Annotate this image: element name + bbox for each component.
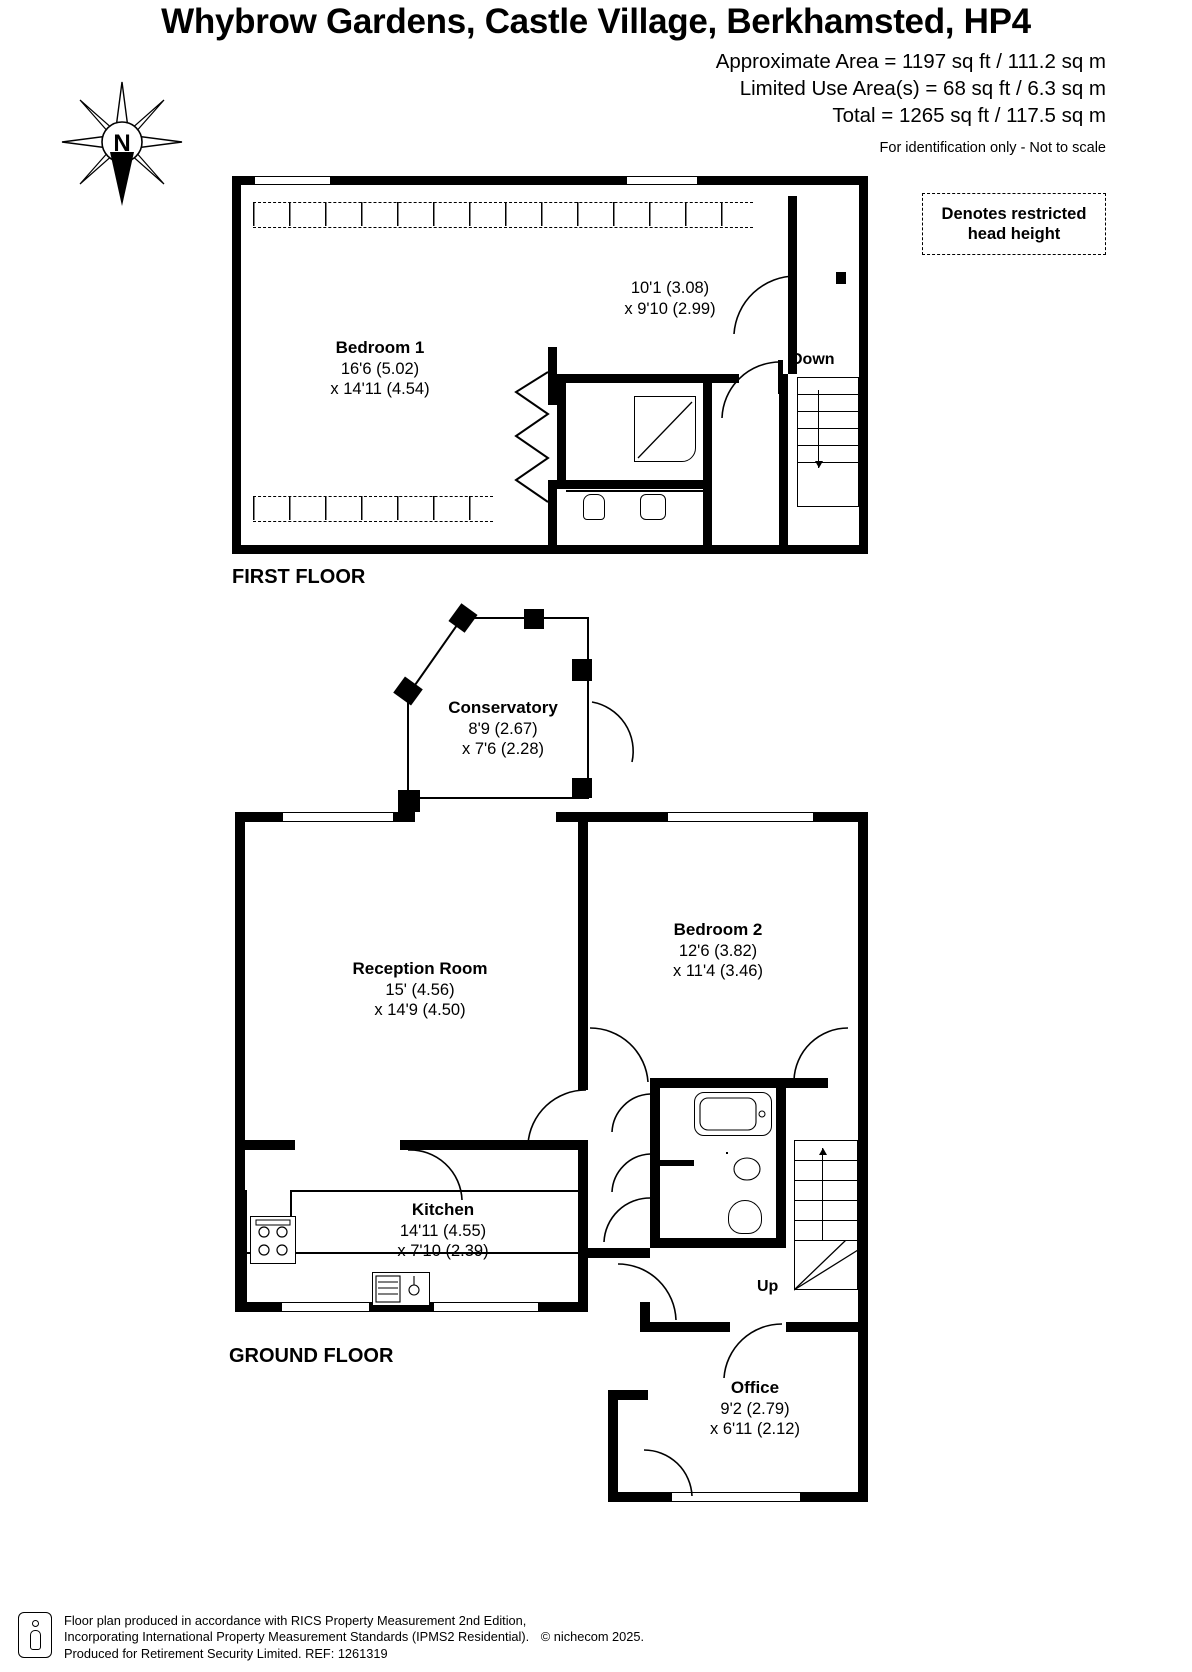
gf-wall-wc-divider xyxy=(650,1160,694,1166)
legend-label xyxy=(926,199,1102,249)
gf-door-office xyxy=(614,1262,680,1324)
ff-window-top-left xyxy=(255,176,330,185)
room-dim-2: x 14'11 (4.54) xyxy=(330,380,430,398)
ff-wall-bath-bottom-div xyxy=(557,480,712,489)
ff-stairs xyxy=(797,377,859,507)
gf-wall-office-left xyxy=(608,1390,618,1502)
legend-line-1: Denotes restricted xyxy=(941,205,1087,223)
approximate-area: Approximate Area = 1197 sq ft / 111.2 sq m xyxy=(715,50,1106,73)
gf-stair-winder xyxy=(794,1240,860,1292)
gf-door-office-inner xyxy=(640,1448,696,1498)
gf-basin-detail xyxy=(728,1154,766,1184)
gf-kitchen-worktop-right xyxy=(586,1190,588,1252)
room-label-bedroom-1 xyxy=(280,338,480,400)
gf-kitchen-worktop-left xyxy=(245,1190,247,1302)
total-area: Total = 1265 sq ft / 117.5 sq m xyxy=(832,104,1106,127)
ff-stair-tread xyxy=(797,428,859,429)
ff-stair-tread xyxy=(797,462,859,463)
gf-door-wc xyxy=(608,1152,654,1196)
ff-wall-right xyxy=(859,176,868,554)
ff-zigzag-partition xyxy=(486,370,556,510)
room-name: Conservatory xyxy=(448,698,558,717)
room-dim-2: x 6'11 (2.12) xyxy=(710,1420,800,1438)
gf-wall-kitchen-top-left xyxy=(235,1140,295,1150)
footer-line-3: Produced for Retirement Security Limited. REF: 1261319 xyxy=(64,1645,388,1661)
gf-door-hall-entry xyxy=(722,1322,786,1380)
gf-wall-office-step xyxy=(608,1390,648,1400)
gf-door-kitchen xyxy=(406,1148,472,1202)
ground-floor-label: GROUND FLOOR xyxy=(229,1345,394,1367)
gf-wall-hall-right-lower xyxy=(786,1322,858,1332)
area-summary xyxy=(716,48,1106,162)
gf-window-kitchen-bottom-2 xyxy=(434,1302,538,1312)
room-label-reception-room xyxy=(315,959,525,1021)
ff-band-bottom-ticks xyxy=(253,496,493,520)
room-label-office xyxy=(650,1378,860,1440)
gf-door-hall-lower xyxy=(600,1196,656,1246)
ff-wall-bath-left xyxy=(557,374,566,480)
footer-line-2: Incorporating International Property Measurement Standards (IPMS2 Residential). xyxy=(64,1629,530,1644)
gf-conservatory-post-4 xyxy=(572,659,592,681)
limited-use-area: Limited Use Area(s) = 68 sq ft / 6.3 sq m xyxy=(739,77,1106,100)
ff-basin xyxy=(640,494,666,520)
gf-conservatory-post-3 xyxy=(524,609,544,629)
room-dim-2: x 11'4 (3.46) xyxy=(673,962,763,980)
legend-line-2: head height xyxy=(967,225,1061,243)
ff-stair-tread xyxy=(797,411,859,412)
room-label-bedroom-2 xyxy=(613,920,823,982)
gf-kitchen-worktop-top xyxy=(290,1190,588,1192)
room-name: Kitchen xyxy=(411,1200,475,1219)
gf-door-hall-bedroom2 xyxy=(586,1024,652,1086)
gf-wall-hall-stub xyxy=(588,1248,650,1258)
stairs-up-label: Up xyxy=(757,1278,779,1295)
footer-disclaimer xyxy=(64,1613,644,1663)
ff-window-top-right xyxy=(627,176,697,185)
ff-stair-direction-arrow xyxy=(818,390,819,468)
room-dim-1: 8'9 (2.67) xyxy=(468,719,538,738)
room-name: Bedroom 2 xyxy=(673,920,763,939)
gf-window-bedroom2-top xyxy=(668,812,813,822)
gf-wall-bath-right xyxy=(776,1078,786,1248)
room-label-conservatory xyxy=(398,698,608,760)
room-dim-1: 14'11 (4.55) xyxy=(399,1221,487,1240)
gf-stair-tread xyxy=(794,1180,858,1181)
ff-wall-left xyxy=(232,176,241,554)
room-dim-2: x 9'10 (2.99) xyxy=(624,299,716,318)
ff-door-jamb-stairs xyxy=(836,272,846,284)
room-dim-2: x 14'9 (4.50) xyxy=(374,1001,466,1019)
room-name: Reception Room xyxy=(352,959,488,978)
ff-shower-arc xyxy=(636,398,696,462)
room-dim-1: 10'1 (3.08) xyxy=(630,279,710,297)
ff-vanity-line xyxy=(566,490,703,492)
ff-stair-tread xyxy=(797,445,859,446)
room-label-kitchen xyxy=(338,1200,548,1262)
room-name: Office xyxy=(730,1378,780,1397)
gf-door-reception xyxy=(522,1086,594,1148)
gf-wc xyxy=(728,1200,762,1234)
svg-text:N: N xyxy=(113,130,131,157)
gf-stair-tread xyxy=(794,1160,858,1161)
room-dim-2: x 7'6 (2.28) xyxy=(461,740,545,758)
gf-conservatory-post-6 xyxy=(572,778,592,798)
scale-note: For identification only - Not to scale xyxy=(879,140,1106,156)
restricted-head-height-legend xyxy=(922,193,1106,255)
page-title: Whybrow Gardens, Castle Village, Berkhamsted, HP4 xyxy=(161,2,1031,41)
gf-stair-direction-arrow xyxy=(822,1148,823,1240)
gf-door-bedroom2-hall xyxy=(792,1026,856,1084)
room-dim-1: 15' (4.56) xyxy=(385,980,455,999)
compass-rose xyxy=(58,78,186,206)
first-floor-label: FIRST FLOOR xyxy=(232,566,366,588)
gf-conservatory-post-5 xyxy=(398,790,420,812)
room-dim-2: x 7'10 (2.39) xyxy=(397,1242,489,1260)
gf-window-reception-top xyxy=(283,812,393,822)
room-label-landing xyxy=(570,278,770,319)
gf-window-kitchen-bottom xyxy=(282,1302,369,1312)
gf-bath-inner xyxy=(698,1096,768,1132)
ff-wall-bath-right xyxy=(703,374,712,554)
gf-stair-tread xyxy=(794,1200,858,1201)
room-name: Bedroom 1 xyxy=(335,338,425,357)
stairs-down-label: Down xyxy=(791,351,835,368)
gf-sink-detail xyxy=(374,1274,428,1304)
room-dim-1: 16'6 (5.02) xyxy=(340,359,420,378)
room-dim-1: 9'2 (2.79) xyxy=(720,1399,790,1418)
gf-hob-rings xyxy=(252,1218,294,1262)
footer-credit: © nichecom 2025. xyxy=(540,1629,645,1644)
gf-wall-bath-top xyxy=(650,1078,786,1088)
compass-icon xyxy=(58,78,186,206)
logo-head xyxy=(32,1620,39,1627)
rics-logo-icon xyxy=(18,1612,52,1658)
room-dim-1: 12'6 (3.82) xyxy=(678,941,758,960)
footer-line-1: Floor plan produced in accordance with RICS Property Measurement 2nd Edition, xyxy=(64,1612,527,1628)
ff-stair-tread xyxy=(797,394,859,395)
gf-wall-bath-bottom xyxy=(650,1238,786,1248)
logo-body xyxy=(30,1630,41,1650)
ff-wc xyxy=(583,494,605,520)
gf-door-bathroom xyxy=(608,1090,654,1138)
ff-door-bedroom1 xyxy=(718,360,784,420)
gf-stair-tread xyxy=(794,1220,858,1221)
gf-wall-left xyxy=(235,812,245,1312)
ff-band-top-ticks xyxy=(253,202,753,226)
